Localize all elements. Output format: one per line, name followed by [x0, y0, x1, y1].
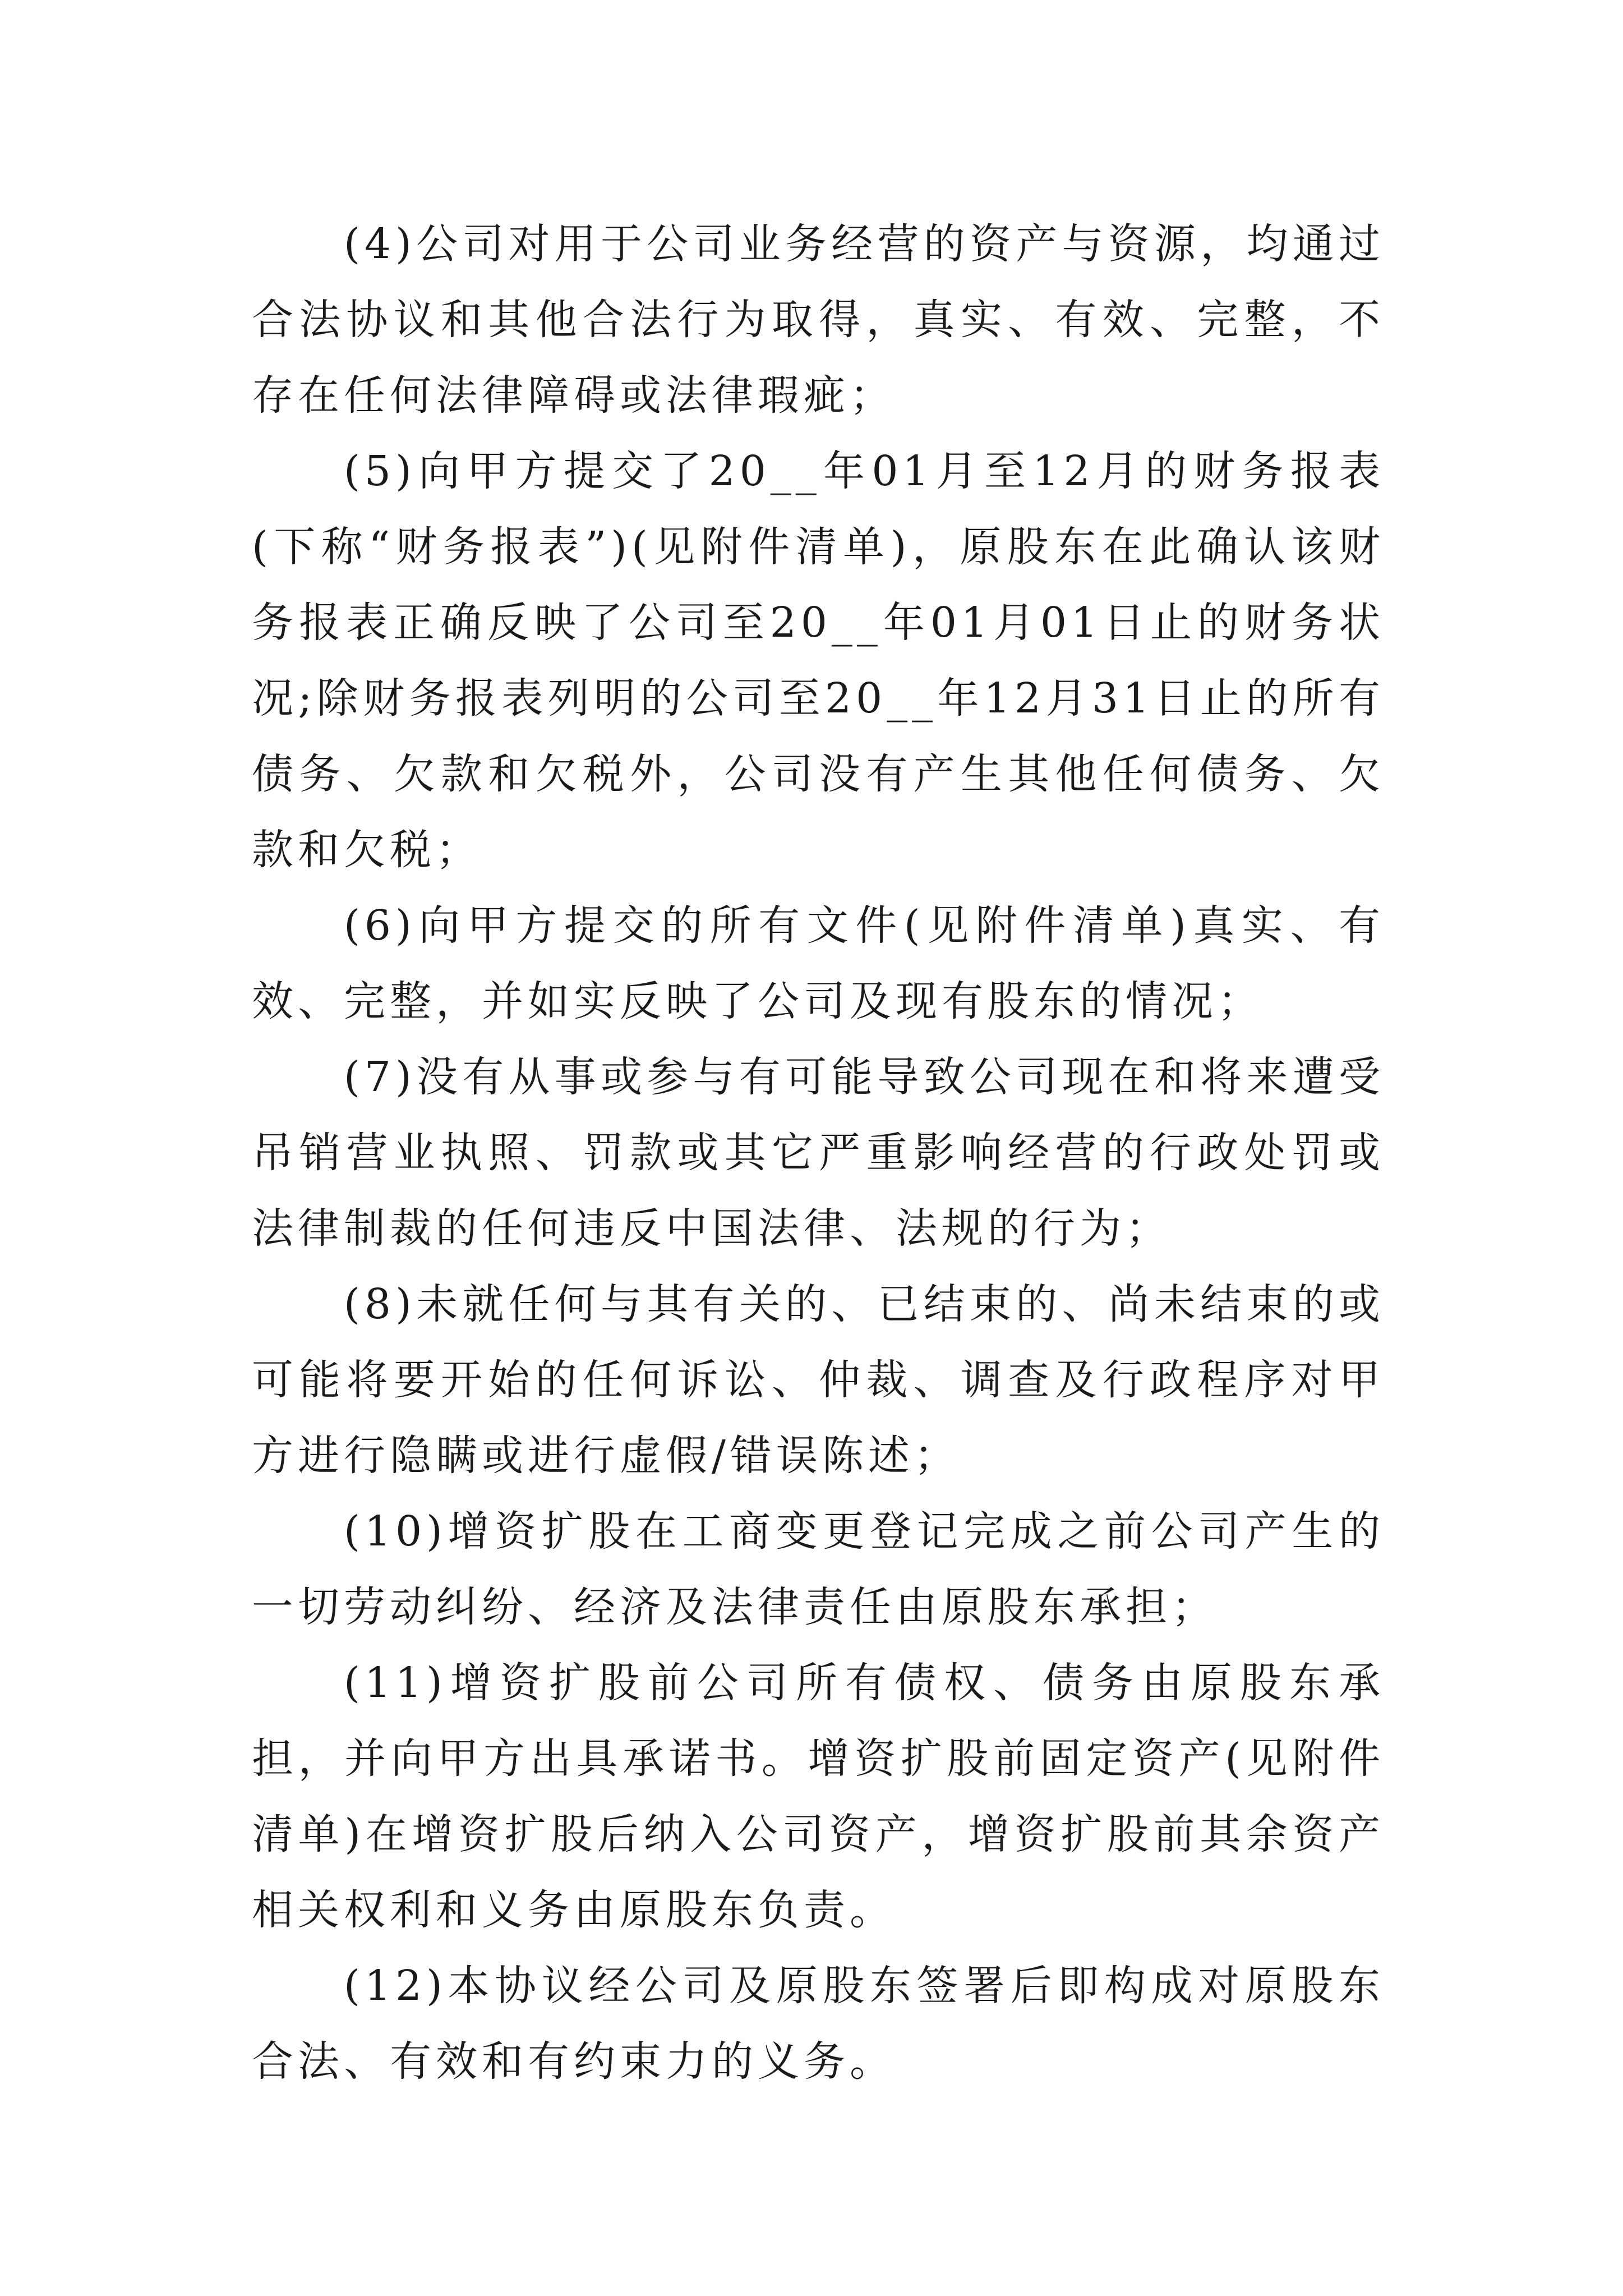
clause-10-paragraph: (10)增资扩股在工商变更登记完成之前公司产生的一切劳动纠纷、经济及法律责任由原股东承担； [252, 1507, 1385, 1631]
clause-12-paragraph: (12)本协议经公司及原股东签署后即构成对原股东合法、有效和有约束力的义务。 [252, 1962, 1385, 2086]
clause-4-paragraph: (4)公司对用于公司业务经营的资产与资源，均通过合法协议和其他合法行为取得，真实、有效、完整，不存在任何法律障碍或法律瑕疵； [252, 220, 1385, 420]
clause-6-paragraph: (6)向甲方提交的所有文件(见附件清单)真实、有效、完整，并如实反映了公司及现有股东的情况； [252, 901, 1385, 1025]
clause-7-paragraph: (7)没有从事或参与有可能导致公司现在和将来遭受吊销营业执照、罚款或其它严重影响经营的行政处罚或法律制裁的任何违反中国法律、法规的行为； [252, 1053, 1385, 1253]
document-body [252, 206, 1385, 2100]
clause-11-paragraph: (11)增资扩股前公司所有债权、债务由原股东承担，并向甲方出具承诺书。增资扩股前固定资产(见附件清单)在增资扩股后纳入公司资产，增资扩股前其余资产相关权利和义务由原股东负责。 [252, 1659, 1385, 1934]
clause-8-paragraph: (8)未就任何与其有关的、已结束的、尚未结束的或可能将要开始的任何诉讼、仲裁、调查及行政程序对甲方进行隐瞒或进行虚假/错误陈述； [252, 1280, 1385, 1480]
clause-5-paragraph: (5)向甲方提交了20__年01月至12月的财务报表(下称“财务报表”)(见附件清单)，原股东在此确认该财务报表正确反映了公司至20__年01月01日止的财务状况;除财务报表列明的公司至20__年12月31日止的所有债务、欠款和欠税外，公司没有产生其他任何债务、欠款和欠税； [252, 447, 1385, 874]
